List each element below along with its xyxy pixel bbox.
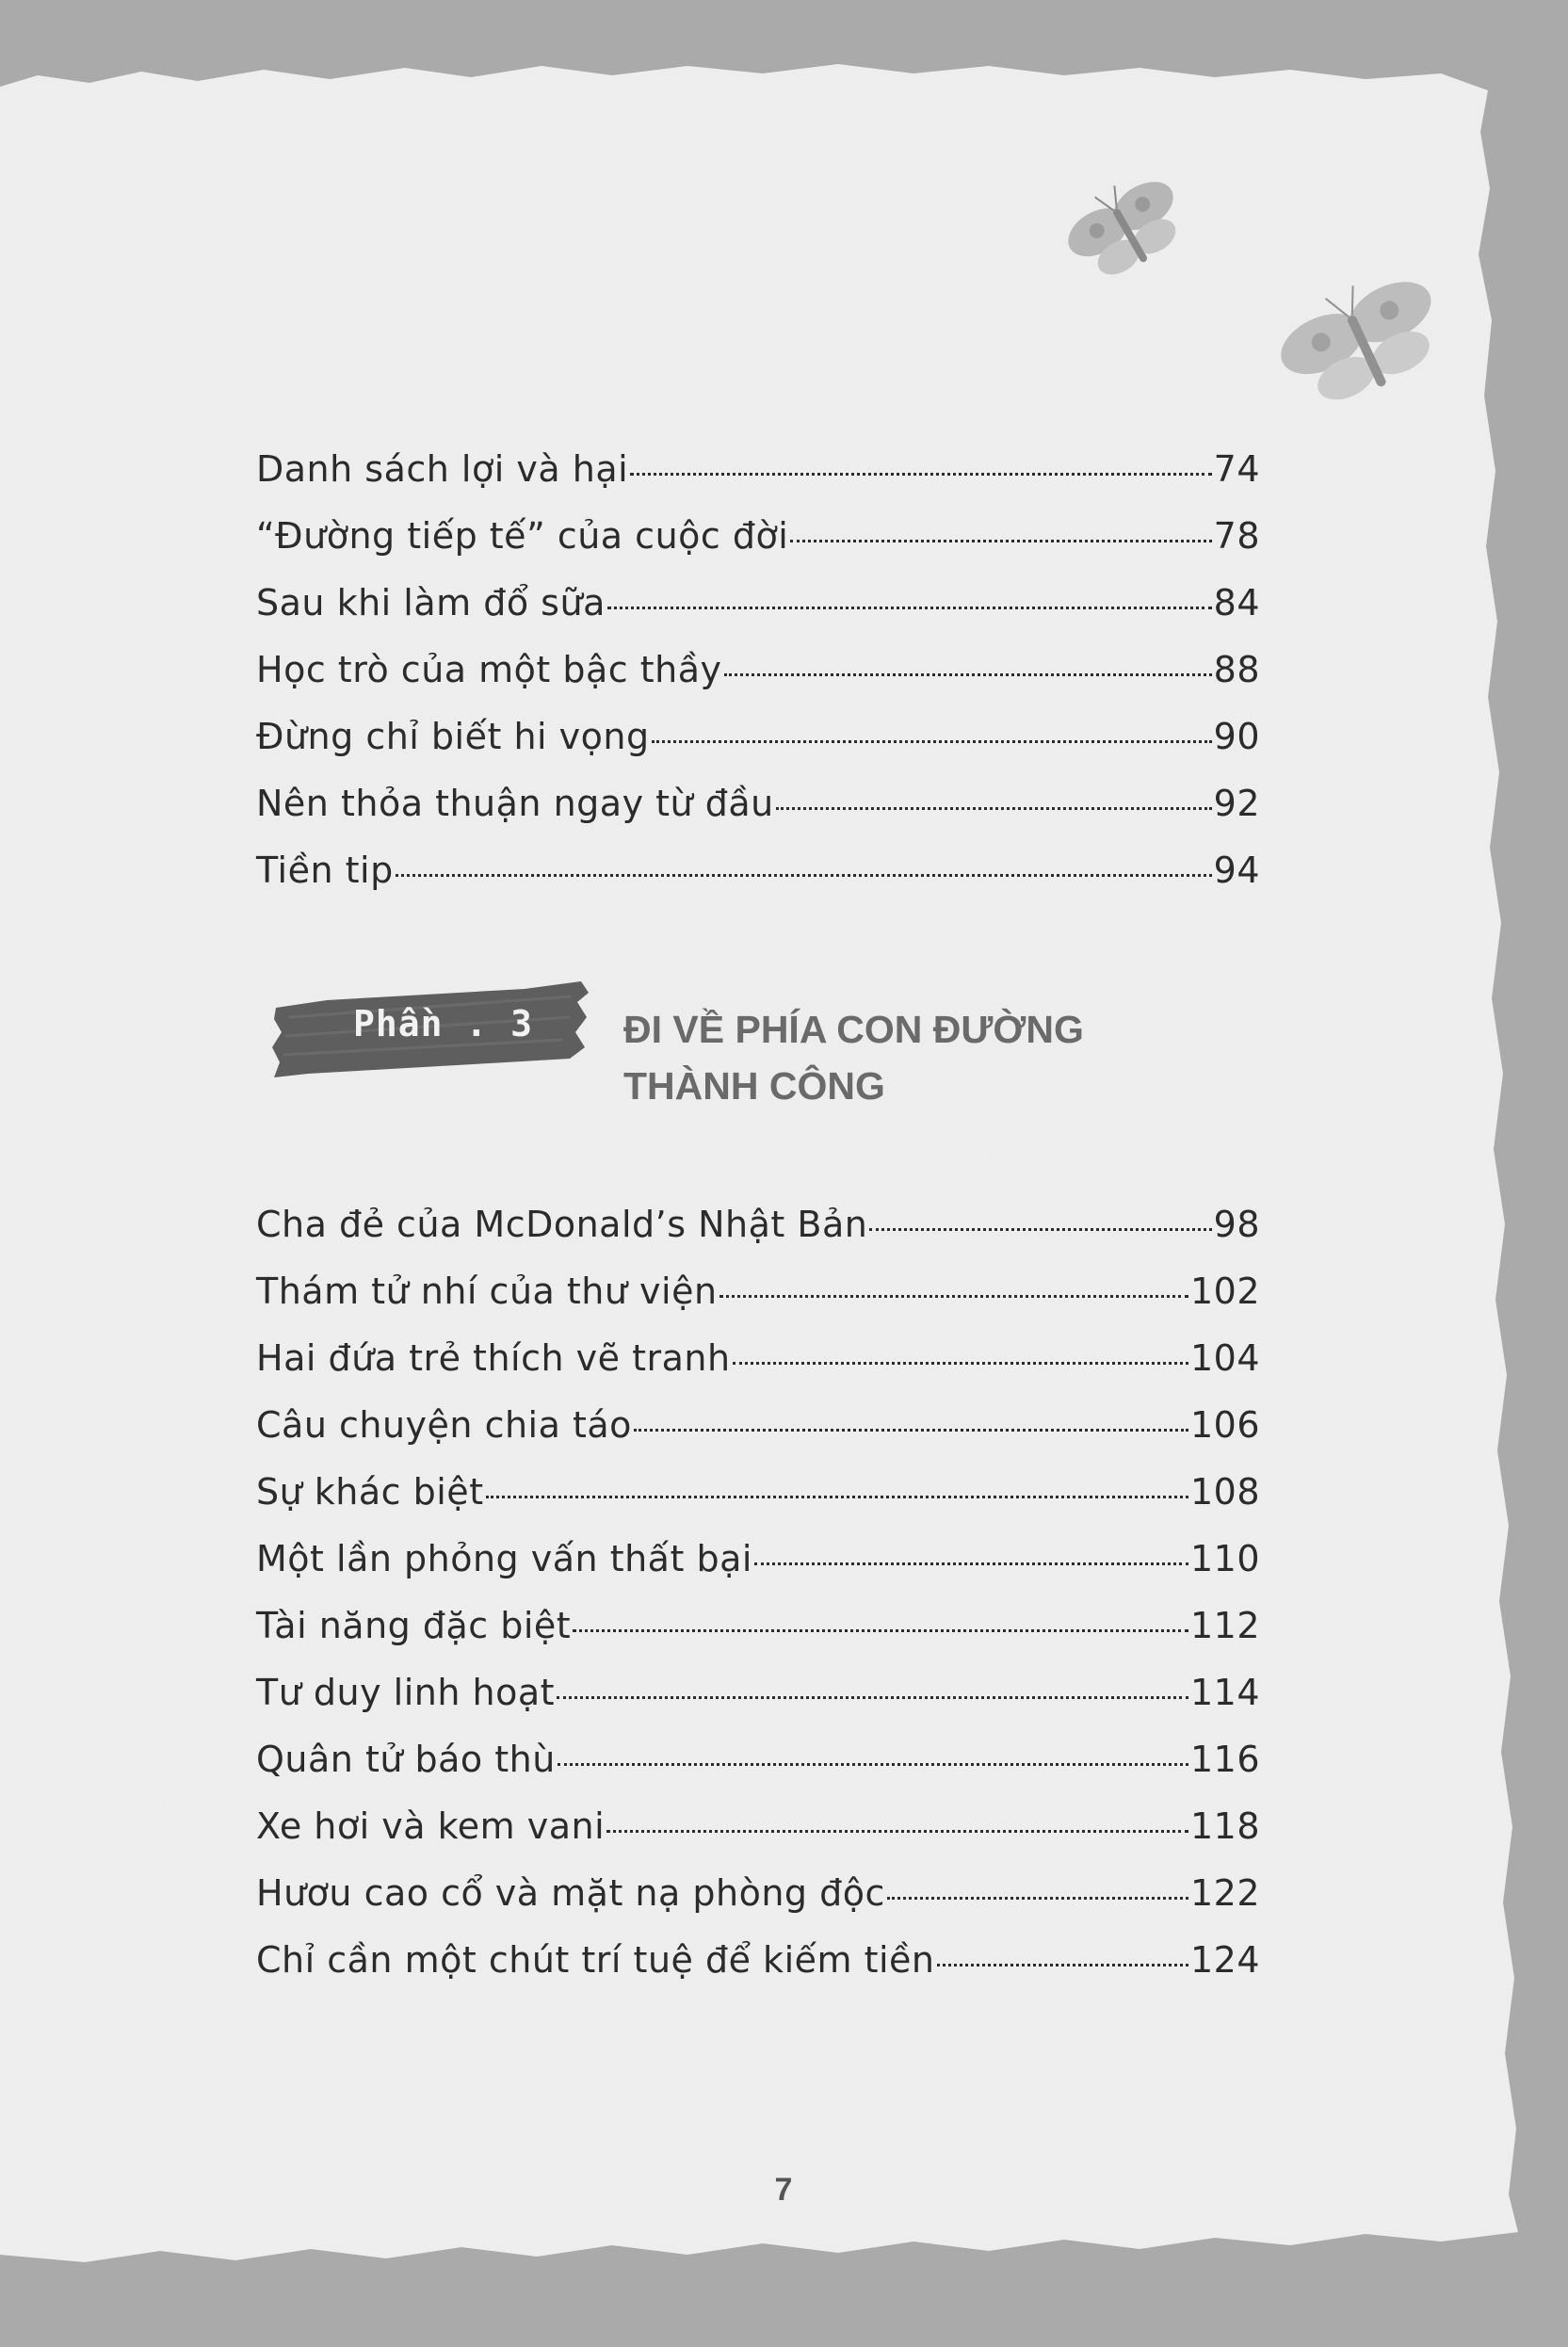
toc-entry-title: Chỉ cần một chút trí tuệ để kiếm tiền	[256, 1939, 935, 1981]
toc-leader	[937, 1964, 1188, 1967]
toc-entry-title: Hai đứa trẻ thích vẽ tranh	[256, 1337, 731, 1379]
toc-entry[interactable]	[256, 1599, 1260, 1666]
toc-entry-page: 98	[1213, 1204, 1260, 1245]
toc-leader	[754, 1562, 1188, 1565]
toc-entry-title: Quân tử báo thù	[256, 1739, 556, 1780]
toc-entry[interactable]	[256, 443, 1260, 510]
toc-entry-page: 88	[1213, 649, 1260, 690]
part-title-line2: THÀNH CÔNG	[623, 1064, 885, 1108]
toc-entry[interactable]	[256, 1465, 1260, 1532]
toc-leader	[869, 1228, 1211, 1231]
toc-leader	[557, 1696, 1188, 1699]
toc-entry[interactable]	[256, 1265, 1260, 1332]
toc-leader	[606, 1830, 1188, 1833]
toc-entry-title: Sự khác biệt	[256, 1471, 484, 1513]
toc-entry[interactable]	[256, 1800, 1260, 1867]
toc-entry-title: Danh sách lợi và hại	[256, 448, 629, 490]
moth-icon	[1045, 151, 1215, 320]
toc-leader	[776, 807, 1212, 810]
toc-entry[interactable]	[256, 1198, 1260, 1265]
toc-leader	[733, 1362, 1188, 1365]
toc-entry-title: Câu chuyện chia táo	[256, 1404, 632, 1446]
toc-entry-title: Hươu cao cổ và mặt nạ phòng độc	[256, 1872, 885, 1914]
part-title	[623, 1001, 1084, 1114]
toc-entry[interactable]	[256, 1666, 1260, 1733]
toc-entry-page: 114	[1189, 1672, 1260, 1713]
toc-entry-title: Xe hơi và kem vani	[256, 1805, 606, 1847]
toc-entry-page: 84	[1213, 582, 1260, 623]
toc-entry-page: 122	[1189, 1872, 1260, 1914]
toc-leader	[652, 740, 1212, 743]
toc-entry-page: 118	[1189, 1805, 1260, 1847]
toc-entry-page: 92	[1213, 783, 1260, 824]
toc-entry[interactable]	[256, 710, 1260, 777]
toc-entry[interactable]	[256, 1733, 1260, 1800]
toc-entry[interactable]	[256, 777, 1260, 844]
toc-entry[interactable]	[256, 1399, 1260, 1465]
toc-entry-page: 112	[1189, 1605, 1260, 1646]
toc-entry-page: 104	[1189, 1337, 1260, 1379]
moth-icon	[1253, 245, 1479, 452]
toc-entry-page: 74	[1213, 448, 1260, 490]
toc-entry-page: 124	[1189, 1939, 1260, 1981]
toc-entry-page: 116	[1189, 1739, 1260, 1780]
toc-entry[interactable]	[256, 1934, 1260, 2000]
toc-entry-title: Đừng chỉ biết hi vọng	[256, 716, 650, 757]
toc-entry-title: Một lần phỏng vấn thất bại	[256, 1538, 752, 1579]
toc-entry[interactable]	[256, 643, 1260, 710]
part-title-line1: ĐI VỀ PHÍA CON ĐƯỜNG	[623, 1008, 1084, 1051]
toc-leader	[719, 1295, 1188, 1298]
toc-entry-title: Nên thỏa thuận ngay từ đầu	[256, 783, 774, 824]
toc-entry-title: Tư duy linh hoạt	[256, 1672, 556, 1713]
toc-entry-title: Tài năng đặc biệt	[256, 1605, 572, 1646]
toc-entry[interactable]	[256, 1532, 1260, 1599]
toc-entry[interactable]	[256, 1332, 1260, 1399]
toc-entry-title: “Đường tiếp tế” của cuộc đời	[256, 515, 789, 557]
page-number: 7	[774, 2172, 793, 2208]
part-badge-label: Phần . 3	[353, 1003, 534, 1044]
toc-entry-title: Thám tử nhí của thư viện	[256, 1271, 718, 1312]
toc-leader	[887, 1897, 1188, 1900]
toc-entry-page: 94	[1213, 850, 1260, 891]
toc-entry[interactable]	[256, 1867, 1260, 1934]
toc-entry[interactable]	[256, 510, 1260, 576]
toc-leader	[486, 1496, 1188, 1498]
toc-entry-page: 110	[1189, 1538, 1260, 1579]
toc-entry-title: Sau khi làm đổ sữa	[256, 582, 606, 623]
toc-entry[interactable]	[256, 844, 1260, 911]
toc-leader	[573, 1629, 1188, 1632]
toc-entry-page: 108	[1189, 1471, 1260, 1513]
toc-entry-page: 90	[1213, 716, 1260, 757]
toc-part2-tail	[256, 443, 1260, 911]
toc-leader	[396, 874, 1212, 877]
toc-leader	[724, 673, 1212, 676]
toc-entry-page: 78	[1213, 515, 1260, 557]
toc-leader	[630, 473, 1211, 476]
toc-entry-page: 106	[1189, 1404, 1260, 1446]
toc-leader	[634, 1429, 1188, 1432]
toc-entry-title: Học trò của một bậc thầy	[256, 649, 722, 690]
toc-part3	[256, 1198, 1260, 2000]
toc-leader	[607, 607, 1212, 609]
toc-entry-title: Tiền tip	[256, 850, 394, 891]
toc-entry[interactable]	[256, 576, 1260, 643]
toc-leader	[558, 1763, 1188, 1766]
toc-entry-title: Cha đẻ của McDonald’s Nhật Bản	[256, 1204, 868, 1245]
toc-leader	[790, 540, 1211, 542]
toc-entry-page: 102	[1189, 1271, 1260, 1312]
